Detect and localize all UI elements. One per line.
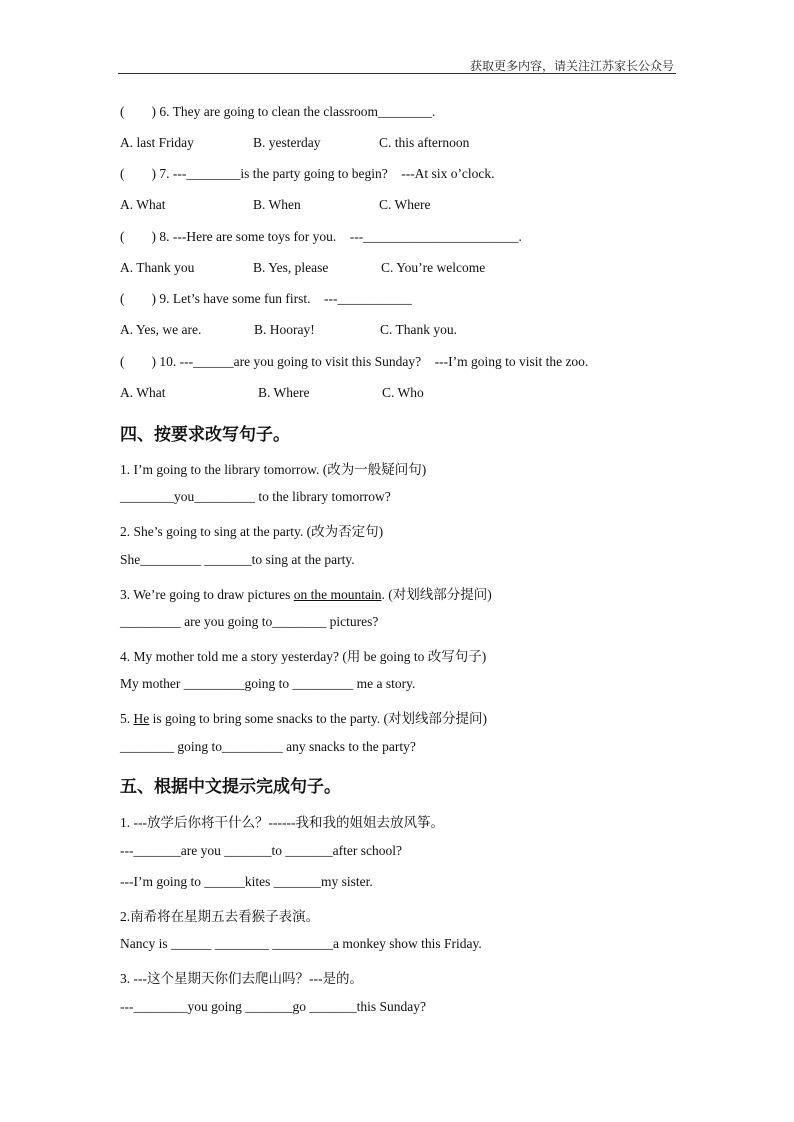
section-4-answer-5: ________ going to_________ any snacks to the party? bbox=[120, 739, 416, 754]
section-5-answer-1a: ---_______are you _______to _______after school? bbox=[120, 843, 402, 858]
section-4-question-3-pre: 3. We’re going to draw pictures bbox=[120, 587, 294, 602]
section-4-question-4: 4. My mother told me a story yesterday? (用 be going to 改写句子) bbox=[120, 649, 487, 664]
question-6-option-b: B. yesterday bbox=[253, 135, 321, 150]
header-note: 获取更多内容，请关注江苏家长公众号 bbox=[469, 59, 674, 73]
section-4-question-5-pre: 5. bbox=[120, 711, 134, 726]
question-8-option-a: A. Thank you bbox=[120, 260, 195, 275]
section-5-question-3: 3. ---这个星期天你们去爬山吗？---是的。 bbox=[120, 971, 363, 986]
section-5-answer-1b: ---I’m going to ______kites _______my sister. bbox=[120, 874, 373, 889]
section-4-answer-3: _________ are you going to________ pictures? bbox=[120, 614, 379, 629]
section-4-answer-2: She_________ _______to sing at the party. bbox=[120, 552, 355, 567]
section-5-answer-3: ---________you going _______go _______this Sunday? bbox=[120, 999, 426, 1014]
question-7-option-a: A. What bbox=[120, 197, 166, 212]
question-10-option-a: A. What bbox=[120, 385, 166, 400]
section-4-question-3-underlined: on the mountain bbox=[293, 587, 382, 602]
section-4-question-3-post: . (对划线部分提问) bbox=[381, 587, 492, 602]
question-9-option-b: B. Hooray! bbox=[254, 322, 315, 337]
section-4-question-3 bbox=[120, 583, 492, 603]
question-6-option-c: C. this afternoon bbox=[379, 135, 470, 150]
section-4-question-1: 1. I’m going to the library tomorrow. (改为一般疑问句) bbox=[120, 462, 427, 477]
question-10-option-c: C. Who bbox=[382, 385, 424, 400]
section-4-question-5-underlined: He bbox=[133, 711, 150, 726]
section-5-heading: 五、根据中文提示完成句子。 bbox=[120, 777, 341, 797]
question-10-option-b: B. Where bbox=[258, 385, 310, 400]
question-9-stem: ( ) 9. Let’s have some fun first. ---___________ bbox=[120, 291, 412, 306]
question-7-stem: ( ) 7. ---________is the party going to begin? ---At six o’clock. bbox=[120, 166, 495, 181]
header-rule bbox=[118, 73, 676, 74]
question-9-option-a: A. Yes, we are. bbox=[120, 322, 202, 337]
section-4-heading: 四、按要求改写句子。 bbox=[120, 425, 290, 445]
question-6-option-a: A. last Friday bbox=[120, 135, 194, 150]
question-8-option-c: C. You’re welcome bbox=[381, 260, 486, 275]
section-4-question-5-post: is going to bring some snacks to the party. (对划线部分提问) bbox=[149, 711, 487, 726]
question-7-option-c: C. Where bbox=[379, 197, 431, 212]
section-4-answer-4: My mother _________going to _________ me a story. bbox=[120, 676, 416, 691]
question-9-option-c: C. Thank you. bbox=[380, 322, 457, 337]
section-4-answer-1: ________you_________ to the library tomorrow? bbox=[120, 489, 391, 504]
question-10-stem: ( ) 10. ---______are you going to visit this Sunday? ---I’m going to visit the zoo. bbox=[120, 354, 589, 369]
question-6-stem: ( ) 6. They are going to clean the classroom________. bbox=[120, 104, 436, 119]
section-5-question-1: 1. ---放学后你将干什么？------我和我的姐姐去放风筝。 bbox=[120, 815, 444, 830]
question-8-stem: ( ) 8. ---Here are some toys for you. ---_______________________. bbox=[120, 229, 522, 244]
section-4-question-5 bbox=[120, 707, 487, 727]
question-7-option-b: B. When bbox=[253, 197, 301, 212]
section-5-question-2: 2.南希将在星期五去看猴子表演。 bbox=[120, 909, 320, 924]
section-5-answer-2: Nancy is ______ ________ _________a monkey show this Friday. bbox=[120, 936, 482, 951]
section-4-question-2: 2. She’s going to sing at the party. (改为否定句) bbox=[120, 524, 384, 539]
question-8-option-b: B. Yes, please bbox=[253, 260, 329, 275]
